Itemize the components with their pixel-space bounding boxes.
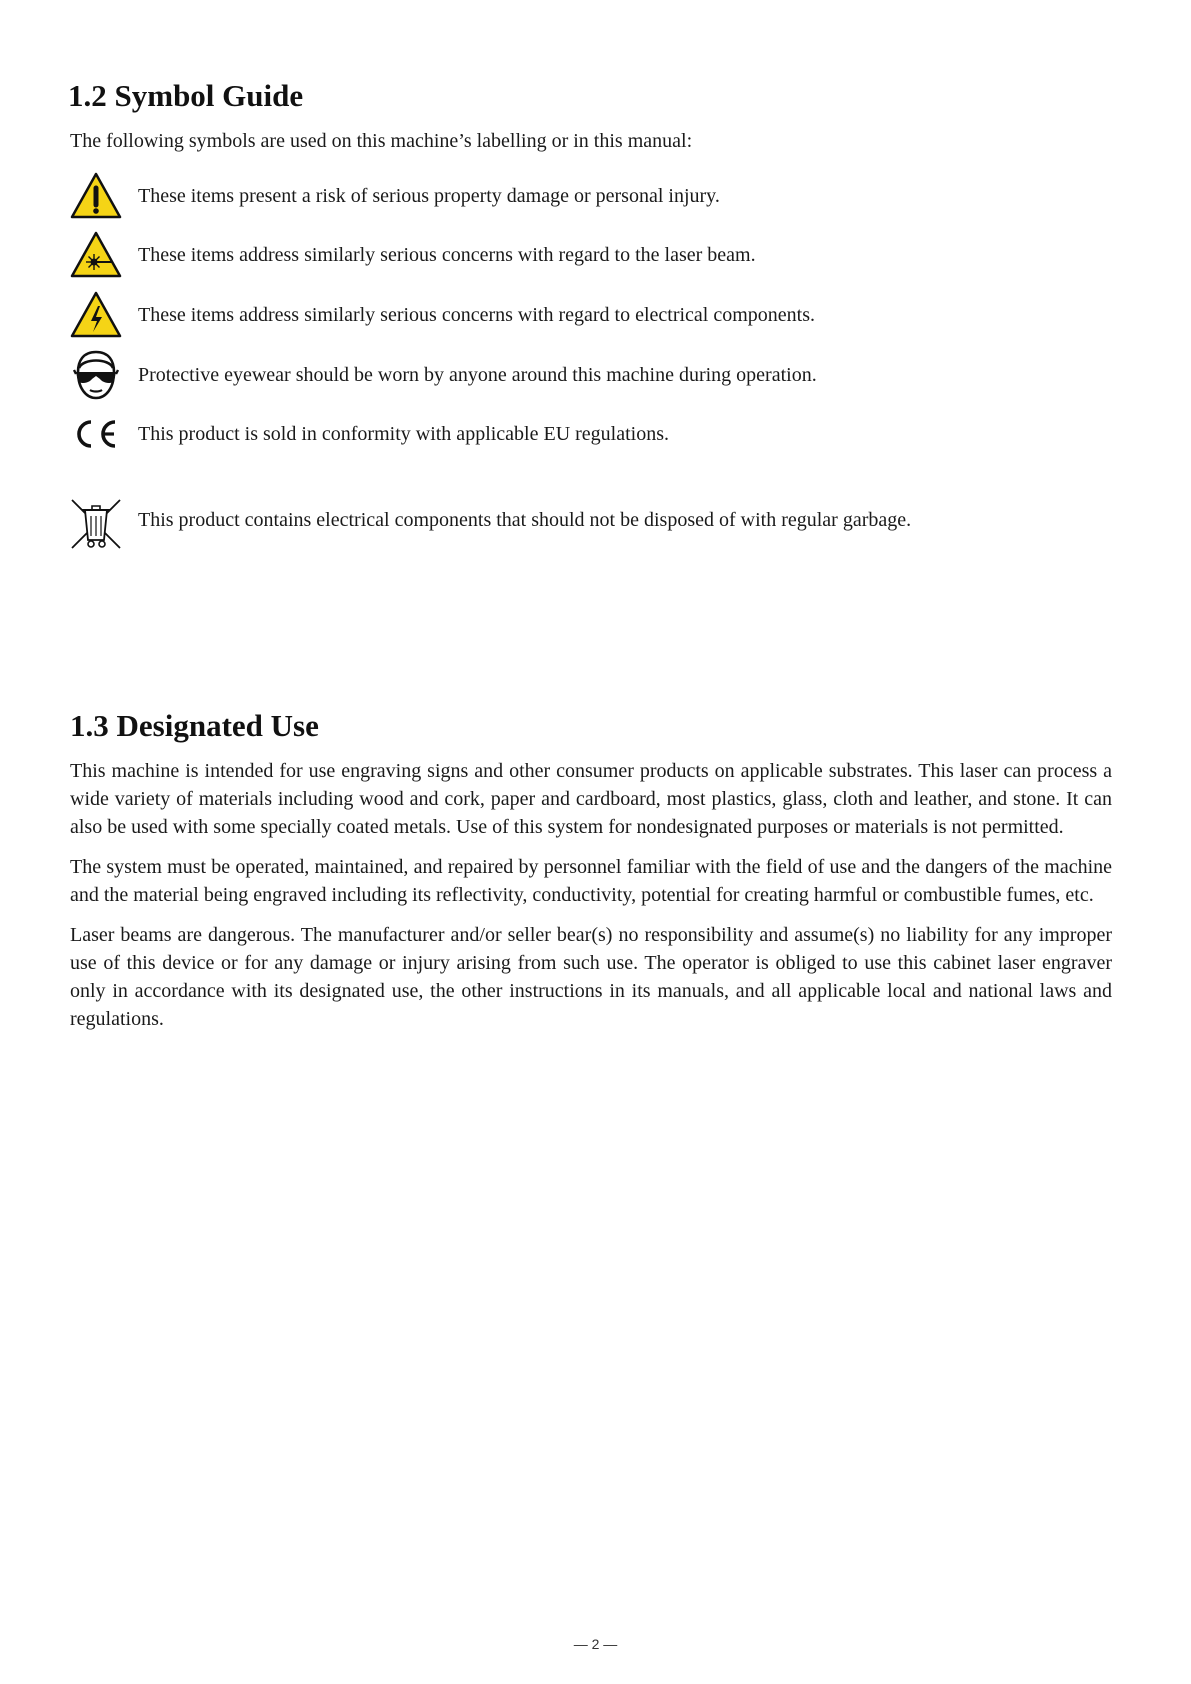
symbol-description: These items address similarly serious concerns with regard to electrical components.: [138, 304, 816, 326]
symbol-description: Protective eyewear should be worn by anyone around this machine during operation.: [138, 364, 817, 386]
ce-mark-icon: [68, 406, 124, 462]
symbol-description: This product contains electrical components that should not be disposed of with regular garbage.: [138, 509, 912, 531]
symbol-row: [68, 168, 1108, 224]
symbol-guide-heading: 1.2 Symbol Guide: [68, 78, 304, 113]
symbol-row: [68, 498, 1108, 554]
protective-eyewear-icon: [68, 347, 124, 403]
page-number: — 2 —: [573, 1636, 618, 1652]
symbol-row: [68, 227, 1108, 283]
designated-use-heading: 1.3 Designated Use: [70, 708, 319, 743]
weee-crossed-bin-icon: [68, 496, 124, 552]
paragraph: The system must be operated, maintained, and repaired by personnel familiar with the field of use and the dangers of the machine and the material being engraved including its reflectivity, conductivity, potential for creating harmful or combustible fumes, etc.: [70, 856, 1112, 906]
paragraph: Laser beams are dangerous. The manufacturer and/or seller bear(s) no responsibility and assume(s) no liability for any improper use of this device or for any damage or injury arising from such use. The operator is obliged to use this cabinet laser engraver only in accordance with its designated use, the other instructions in its manuals, and all applicable local and national laws and regulations.: [70, 924, 1112, 1030]
symbol-guide-intro: The following symbols are used on this machine’s labelling or in this manual:: [70, 130, 693, 152]
symbol-row: [68, 287, 1108, 343]
symbol-row: [68, 406, 1108, 462]
electrical-hazard-icon: [68, 287, 124, 343]
laser-warning-icon: [68, 227, 124, 283]
designated-use-body: [70, 757, 1112, 1045]
symbol-row: [68, 347, 1108, 403]
warning-exclamation-icon: [68, 168, 124, 224]
symbol-description: This product is sold in conformity with applicable EU regulations.: [138, 423, 670, 445]
symbol-description: These items address similarly serious concerns with regard to the laser beam.: [138, 244, 756, 266]
symbol-description: These items present a risk of serious property damage or personal injury.: [138, 185, 720, 207]
paragraph: This machine is intended for use engraving signs and other consumer products on applicable substrates. This laser can process a wide variety of materials including wood and cork, paper and cardboard, most plastics, glass, cloth and leather, and stone. It can also be used with some specially coated metals. Use of this system for nondesignated purposes or materials is not permitted.: [70, 760, 1112, 838]
